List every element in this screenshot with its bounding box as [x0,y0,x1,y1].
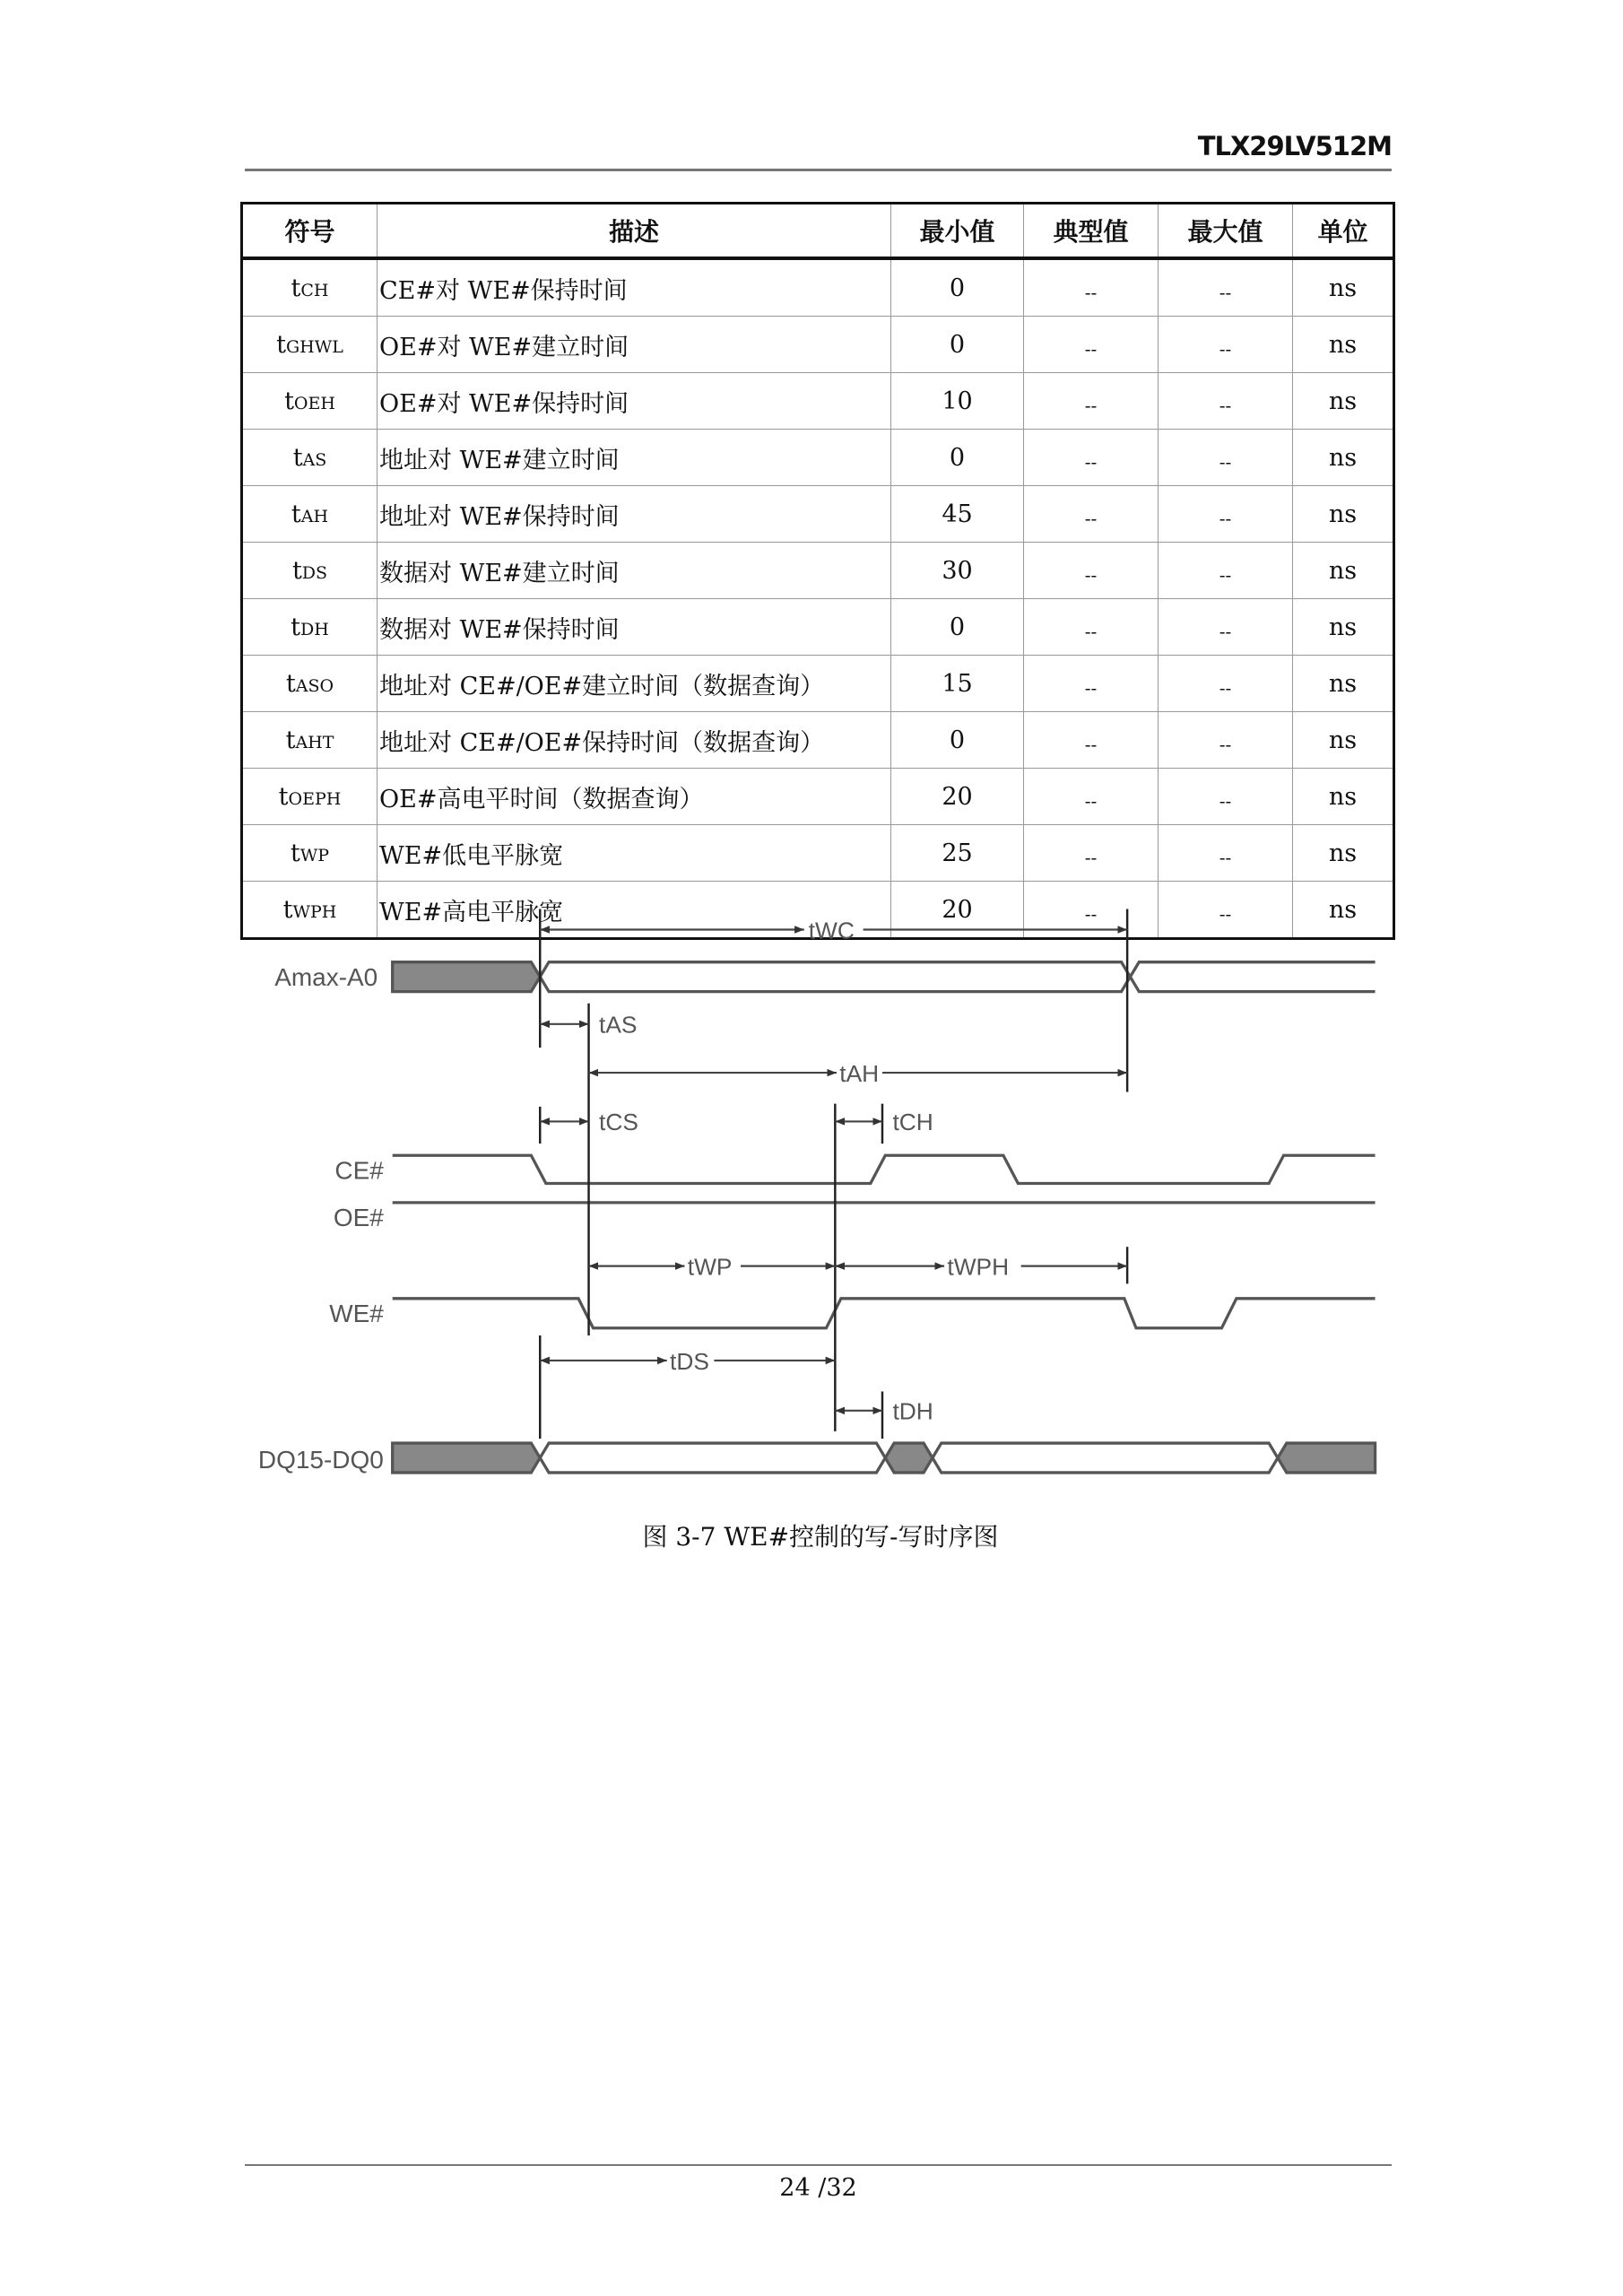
description-cell: OE#高电平时间（数据查询） [378,769,891,825]
ce-waveform [393,1155,1376,1183]
timing-label-twp: tWP [687,1253,733,1281]
addr-bus-invalid [393,962,541,992]
document-title: TLX29LV512M [1197,131,1392,161]
typ-cell: -- [1024,769,1159,825]
symbol-subscript: CH [300,280,329,300]
symbol-t: t [282,895,293,924]
signal-label-dq: DQ15-DQ0 [257,1446,384,1474]
unit-cell: ns [1293,543,1394,599]
unit-cell: ns [1293,656,1394,712]
typ-cell: -- [1024,258,1159,317]
signal-label-ce: CE# [334,1156,384,1185]
symbol-t: t [291,556,302,585]
dq-bus-valid [540,1443,885,1473]
typ-cell: -- [1024,373,1159,430]
description-cell: 地址对 CE#/OE#建立时间（数据查询） [378,656,891,712]
symbol-subscript: ASO [295,675,334,696]
signal-label-oe: OE# [333,1204,384,1232]
timing-label-twc: tWC [808,917,855,944]
max-cell: -- [1159,712,1293,769]
addr-bus-next [1130,962,1375,992]
max-cell: -- [1159,825,1293,882]
unit-cell: ns [1293,712,1394,769]
min-cell: 10 [891,373,1024,430]
symbol-t: t [276,330,286,359]
unit-cell: ns [1293,825,1394,882]
description-cell: 数据对 WE#建立时间 [378,543,891,599]
unit-cell: ns [1293,258,1394,317]
symbol-t: t [291,500,301,528]
min-cell: 30 [891,543,1024,599]
figure-caption: 图 3-7 WE#控制的写-写时序图 [642,1522,999,1552]
dq-bus-invalid [393,1443,541,1473]
column-header: 符号 [242,204,378,259]
timing-label-tds: tDS [670,1347,709,1375]
description-cell: 地址对 CE#/OE#保持时间（数据查询） [378,712,891,769]
symbol-t: t [285,726,296,754]
symbol-t: t [291,274,301,302]
column-header: 描述 [378,204,891,259]
symbol-subscript: OEH [293,393,335,413]
max-cell: -- [1159,258,1293,317]
unit-cell: ns [1293,430,1394,486]
description-cell: 地址对 WE#保持时间 [378,486,891,543]
max-cell: -- [1159,486,1293,543]
typ-cell: -- [1024,712,1159,769]
unit-cell: ns [1293,373,1394,430]
column-header: 最大值 [1159,204,1293,259]
min-cell: 15 [891,656,1024,712]
description-cell: CE#对 WE#保持时间 [378,258,891,317]
description-cell: WE#高电平脉宽 [378,882,891,939]
timing-label-twph: tWPH [947,1253,1010,1281]
symbol-t: t [285,669,296,698]
dq-bus-invalid-end [1278,1443,1376,1473]
symbol-subscript: OEPH [288,788,342,809]
min-cell: 20 [891,769,1024,825]
timing-label-tah: tAH [839,1059,880,1087]
signal-label-addr: Amax-A0 [274,963,378,992]
min-cell: 0 [891,430,1024,486]
max-cell: -- [1159,543,1293,599]
page-number: 24 /32 [779,2174,857,2202]
symbol-subscript: AHT [295,732,334,752]
description-cell: WE#低电平脉宽 [378,825,891,882]
min-cell: 45 [891,486,1024,543]
column-header: 最小值 [891,204,1024,259]
description-cell: 地址对 WE#建立时间 [378,430,891,486]
symbol-subscript: GHWL [285,336,343,357]
typ-cell: -- [1024,599,1159,656]
unit-cell: ns [1293,317,1394,373]
min-cell: 25 [891,825,1024,882]
max-cell: -- [1159,430,1293,486]
typ-cell: -- [1024,317,1159,373]
max-cell: -- [1159,317,1293,373]
symbol-subscript: DS [301,562,328,583]
symbol-subscript: WP [299,845,330,865]
dq-bus-next [933,1443,1278,1473]
min-cell: 0 [891,599,1024,656]
symbol-subscript: DH [300,619,329,639]
symbol-subscript: WPH [292,901,337,922]
symbol-subscript: AH [300,506,329,526]
max-cell: -- [1159,769,1293,825]
we-waveform [393,1299,1376,1328]
symbol-t: t [284,387,294,415]
unit-cell: ns [1293,769,1394,825]
typ-cell: -- [1024,486,1159,543]
timing-label-tas: tAS [599,1011,638,1039]
timing-label-tcs: tCS [599,1109,638,1136]
column-header: 典型值 [1024,204,1159,259]
typ-cell: -- [1024,656,1159,712]
typ-cell: -- [1024,543,1159,599]
typ-cell: -- [1024,825,1159,882]
symbol-t: t [278,782,289,811]
unit-cell: ns [1293,599,1394,656]
min-cell: 20 [891,882,1024,939]
max-cell: -- [1159,599,1293,656]
max-cell: -- [1159,373,1293,430]
signal-label-we: WE# [329,1300,384,1328]
symbol-t: t [290,839,300,867]
symbol-subscript: AS [302,449,327,470]
min-cell: 0 [891,712,1024,769]
addr-bus-valid [540,962,1130,992]
unit-cell: ns [1293,882,1394,939]
description-cell: OE#对 WE#保持时间 [378,373,891,430]
max-cell: -- [1159,882,1293,939]
column-header: 单位 [1293,204,1394,259]
typ-cell: -- [1024,882,1159,939]
description-cell: OE#对 WE#建立时间 [378,317,891,373]
timing-label-tch: tCH [892,1109,933,1136]
min-cell: 0 [891,317,1024,373]
dq-bus-transition [885,1443,933,1473]
symbol-t: t [291,613,301,641]
max-cell: -- [1159,656,1293,712]
typ-cell: -- [1024,430,1159,486]
timing-label-tdh: tDH [892,1397,933,1425]
unit-cell: ns [1293,486,1394,543]
description-cell: 数据对 WE#保持时间 [378,599,891,656]
symbol-t: t [292,443,303,472]
min-cell: 0 [891,258,1024,317]
footer-rule [245,2164,1392,2166]
